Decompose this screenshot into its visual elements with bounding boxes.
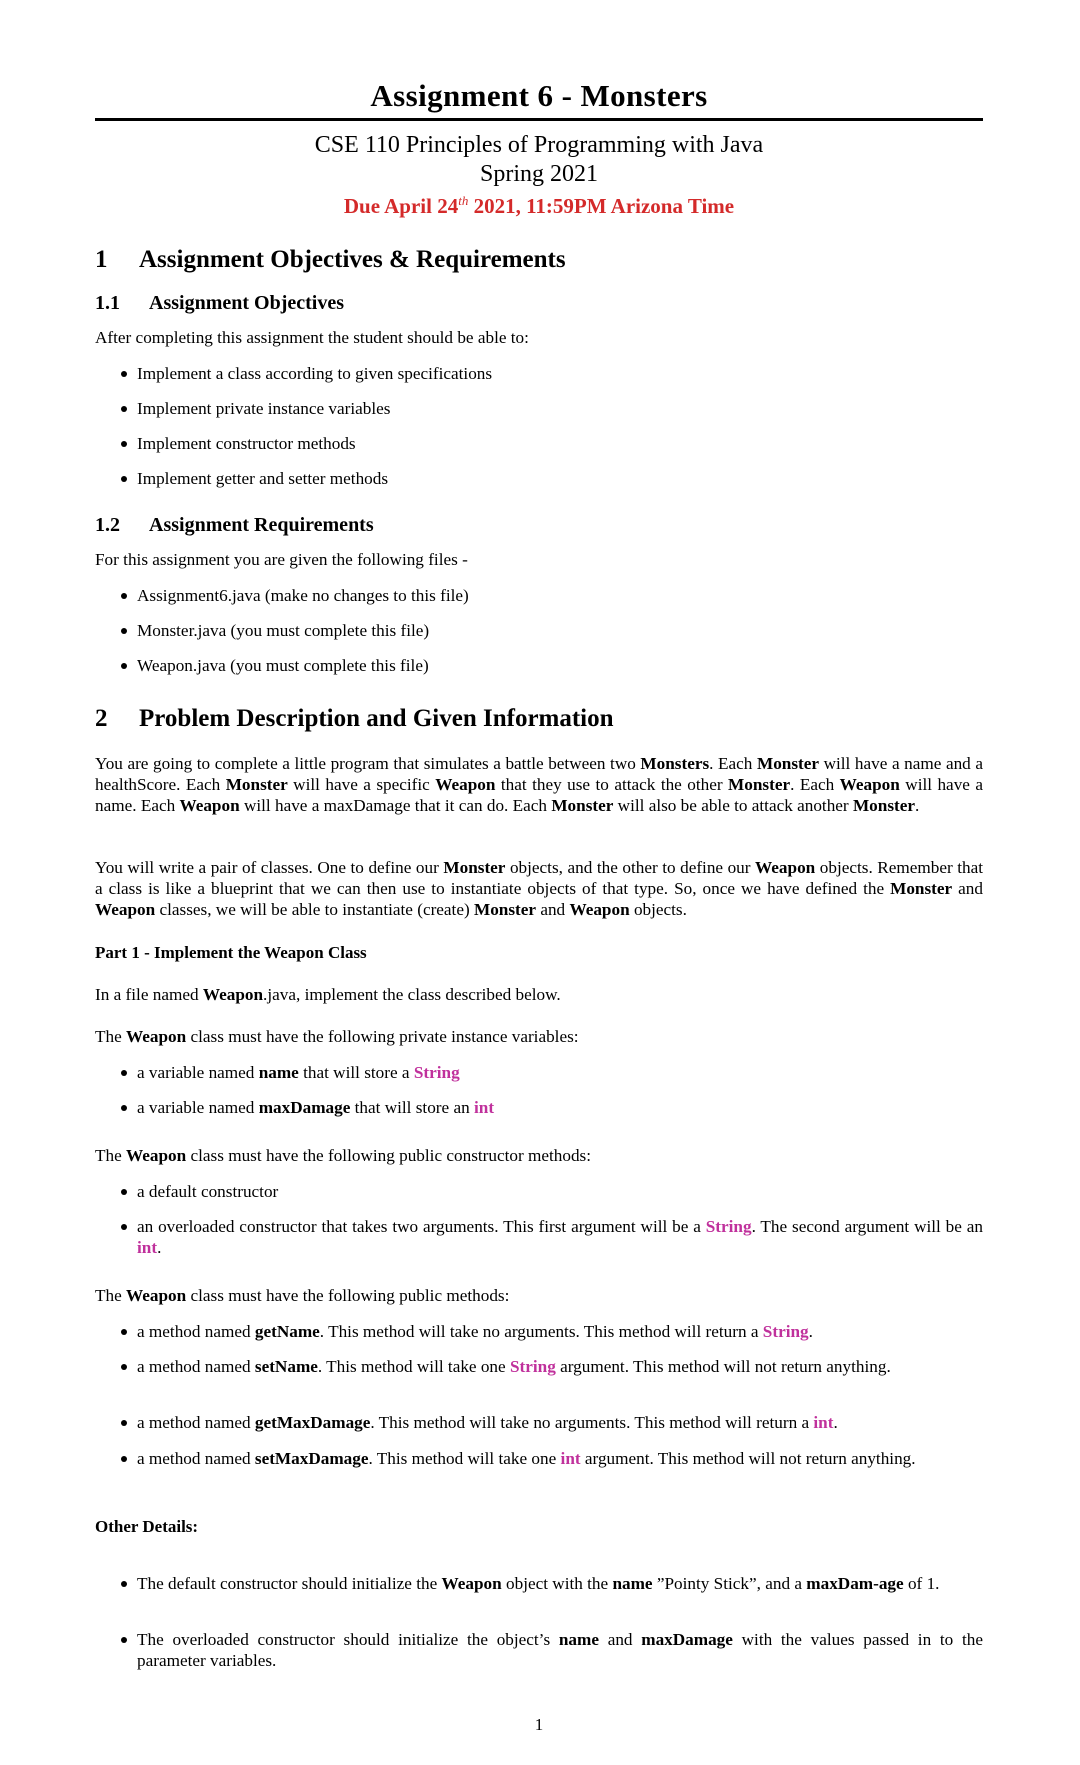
list-item: Assignment6.java (make no changes to this file): [137, 585, 983, 606]
section-number: 1: [95, 246, 108, 273]
section-2-heading: [95, 705, 614, 733]
subsection-title: Assignment Requirements: [149, 514, 374, 536]
page-number: 1: [534, 1715, 544, 1734]
term: Spring 2021: [479, 161, 598, 187]
list-item: Implement getter and setter methods: [137, 468, 983, 489]
constructors-intro: The Weapon class must have the following public constructor methods:: [95, 1146, 592, 1165]
subsection-1-2-heading: [95, 514, 374, 537]
title-rule: [95, 118, 983, 121]
list-item: a method named setMaxDamage. This method will take one int argument. This method will not return anything.: [137, 1448, 983, 1469]
list-item: a variable named maxDamage that will store an int: [137, 1097, 983, 1118]
requirements-intro: For this assignment you are given the following files -: [95, 550, 468, 569]
list-item: Implement private instance variables: [137, 398, 983, 419]
due-prefix: Due April 24: [343, 194, 459, 218]
description-paragraph-2: You will write a pair of classes. One to define our Monster objects, and the other to define our Weapon objects. Remember that a class is like a blueprint that we can then use to instantiate objects of that type. So, once we have defined the Monster and Weapon classes, we will be able to instantiate (create) Monster and Weapon objects.: [95, 858, 983, 919]
subsection-number: 1.2: [95, 514, 120, 536]
list-item: Weapon.java (you must complete this file): [137, 655, 983, 676]
objectives-intro: After completing this assignment the student should be able to:: [95, 328, 529, 347]
due-suffix: 2021, 11:59PM Arizona Time: [468, 194, 735, 218]
due-superscript: th: [458, 193, 469, 208]
list-item: a method named setName. This method will take one String argument. This method will not return anything.: [137, 1356, 983, 1377]
part-1-title: Part 1 - Implement the Weapon Class: [95, 943, 367, 962]
other-details-title: Other Details:: [95, 1517, 199, 1536]
variables-intro: The Weapon class must have the following private instance variables:: [95, 1027, 579, 1046]
course-name: CSE 110 Principles of Programming with Java: [314, 132, 764, 158]
list-item: a method named getMaxDamage. This method will take no arguments. This method will return a int.: [137, 1412, 983, 1433]
list-item: a variable named name that will store a String: [137, 1062, 983, 1083]
document-page: [95, 0, 983, 1765]
section-title: Problem Description and Given Information: [139, 705, 614, 732]
subsection-number: 1.1: [95, 292, 120, 314]
methods-intro: The Weapon class must have the following public methods:: [95, 1286, 510, 1305]
file-instruction: In a file named Weapon.java, implement the class described below.: [95, 985, 561, 1004]
due-date: [95, 193, 983, 219]
section-1-heading: [95, 246, 566, 274]
subsection-1-1-heading: [95, 292, 344, 315]
document-title: Assignment 6 - Monsters: [370, 78, 708, 113]
list-item: a method named getName. This method will take no arguments. This method will return a String.: [137, 1321, 983, 1342]
list-item: an overloaded constructor that takes two arguments. This first argument will be a String. The second argument will be an int.: [137, 1217, 983, 1257]
section-title: Assignment Objectives & Requirements: [139, 246, 566, 273]
subsection-title: Assignment Objectives: [149, 292, 344, 314]
section-number: 2: [95, 705, 108, 732]
list-item: Implement constructor methods: [137, 433, 983, 454]
description-paragraph-1: You are going to complete a little program that simulates a battle between two Monsters. Each Monster will have a name and a healthScore. Each Monster will have a specific Weapon that they use to attack the other Monster. Each Weapon will have a name. Each Weapon will have a maxDamage that it can do. Each Monster will also be able to attack another Monster.: [95, 754, 983, 815]
list-item: The overloaded constructor should initialize the object’s name and maxDamage with the values passed in to the parameter variables.: [137, 1630, 983, 1670]
list-item: Monster.java (you must complete this file): [137, 620, 983, 641]
list-item: Implement a class according to given specifications: [137, 363, 983, 384]
list-item: a default constructor: [137, 1181, 983, 1202]
list-item: The default constructor should initialize the Weapon object with the name ”Pointy Stick”, and a maxDam-age of 1.: [137, 1573, 983, 1594]
